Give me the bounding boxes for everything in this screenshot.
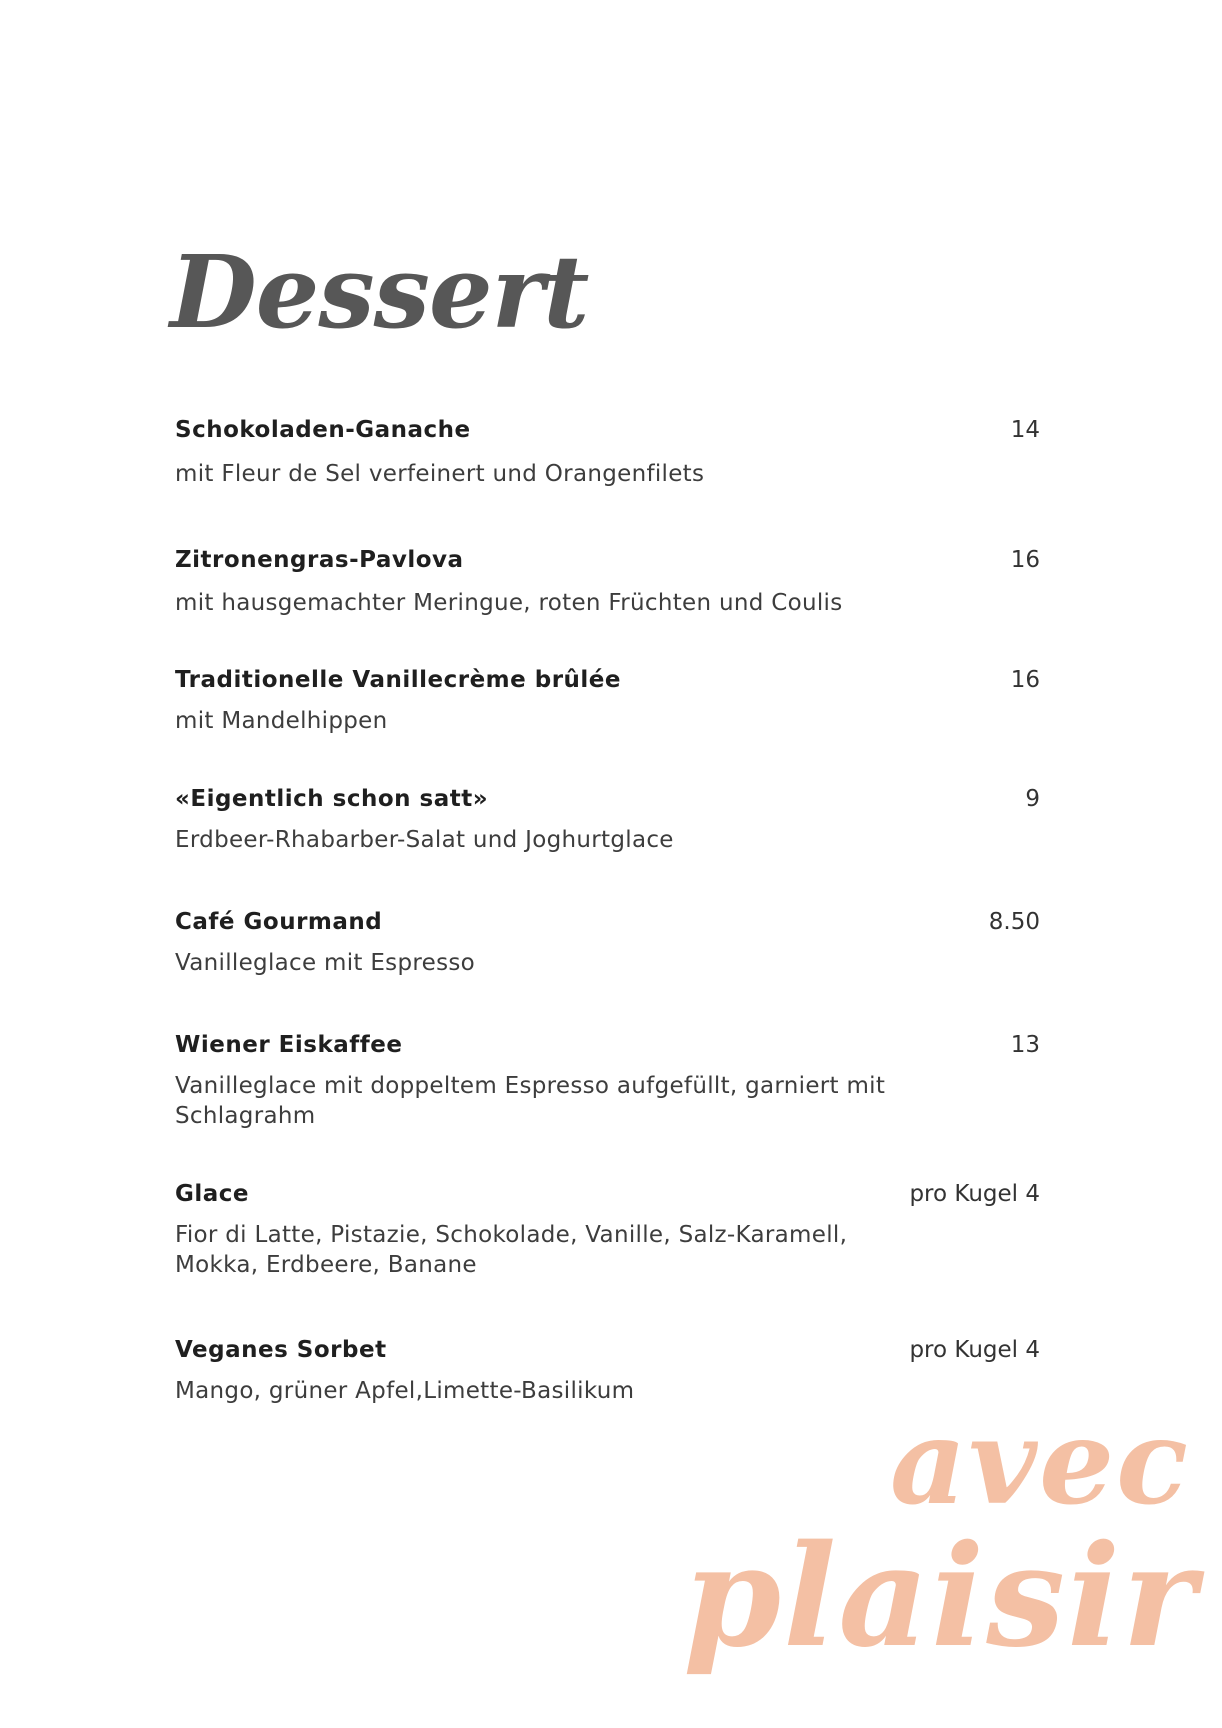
menu-item-name: Zitronengras-Pavlova <box>175 547 464 573</box>
menu-item-description: Fior di Latte, Pistazie, Schokolade, Vanille, Salz-Karamell, Mokka, Erdbeere, Banane <box>175 1222 848 1278</box>
menu-item-name: «Eigentlich schon satt» <box>175 786 489 812</box>
menu-item-description: mit Fleur de Sel verfeinert und Orangenfilets <box>175 461 705 487</box>
menu-item-price: pro Kugel 4 <box>909 1181 1040 1207</box>
menu-item-name: Traditionelle Vanillecrème brûlée <box>175 667 621 693</box>
menu-item-name: Schokoladen-Ganache <box>175 417 471 443</box>
menu-item-price: 8.50 <box>988 909 1040 935</box>
menu-item-price: pro Kugel 4 <box>909 1337 1040 1363</box>
menu-item-name: Café Gourmand <box>175 909 383 935</box>
page-title: Dessert <box>170 233 589 351</box>
decorative-text-plaisir: plaisir <box>683 1515 1198 1679</box>
decorative-text-avec: avec <box>890 1392 1190 1531</box>
menu-item-price: 9 <box>1025 786 1040 812</box>
menu-item-description: Erdbeer-Rhabarber-Salat und Joghurtglace <box>175 827 674 853</box>
menu-item-description: Mango, grüner Apfel,Limette-Basilikum <box>175 1378 635 1404</box>
menu-item-description: Vanilleglace mit Espresso <box>175 950 476 976</box>
menu-item-price: 14 <box>1010 417 1040 443</box>
menu-item-description: mit Mandelhippen <box>175 708 388 734</box>
menu-item-description: mit hausgemachter Meringue, roten Früchten und Coulis <box>175 590 843 616</box>
menu-item-name: Wiener Eiskaffee <box>175 1032 403 1058</box>
menu-item-description: Vanilleglace mit doppeltem Espresso aufgefüllt, garniert mit Schlagrahm <box>175 1073 886 1129</box>
menu-item-price: 16 <box>1010 667 1040 693</box>
menu-item-price: 13 <box>1010 1032 1040 1058</box>
menu-item-price: 16 <box>1010 547 1040 573</box>
menu-item-name: Glace <box>175 1181 250 1207</box>
menu-item-name: Veganes Sorbet <box>175 1337 387 1363</box>
